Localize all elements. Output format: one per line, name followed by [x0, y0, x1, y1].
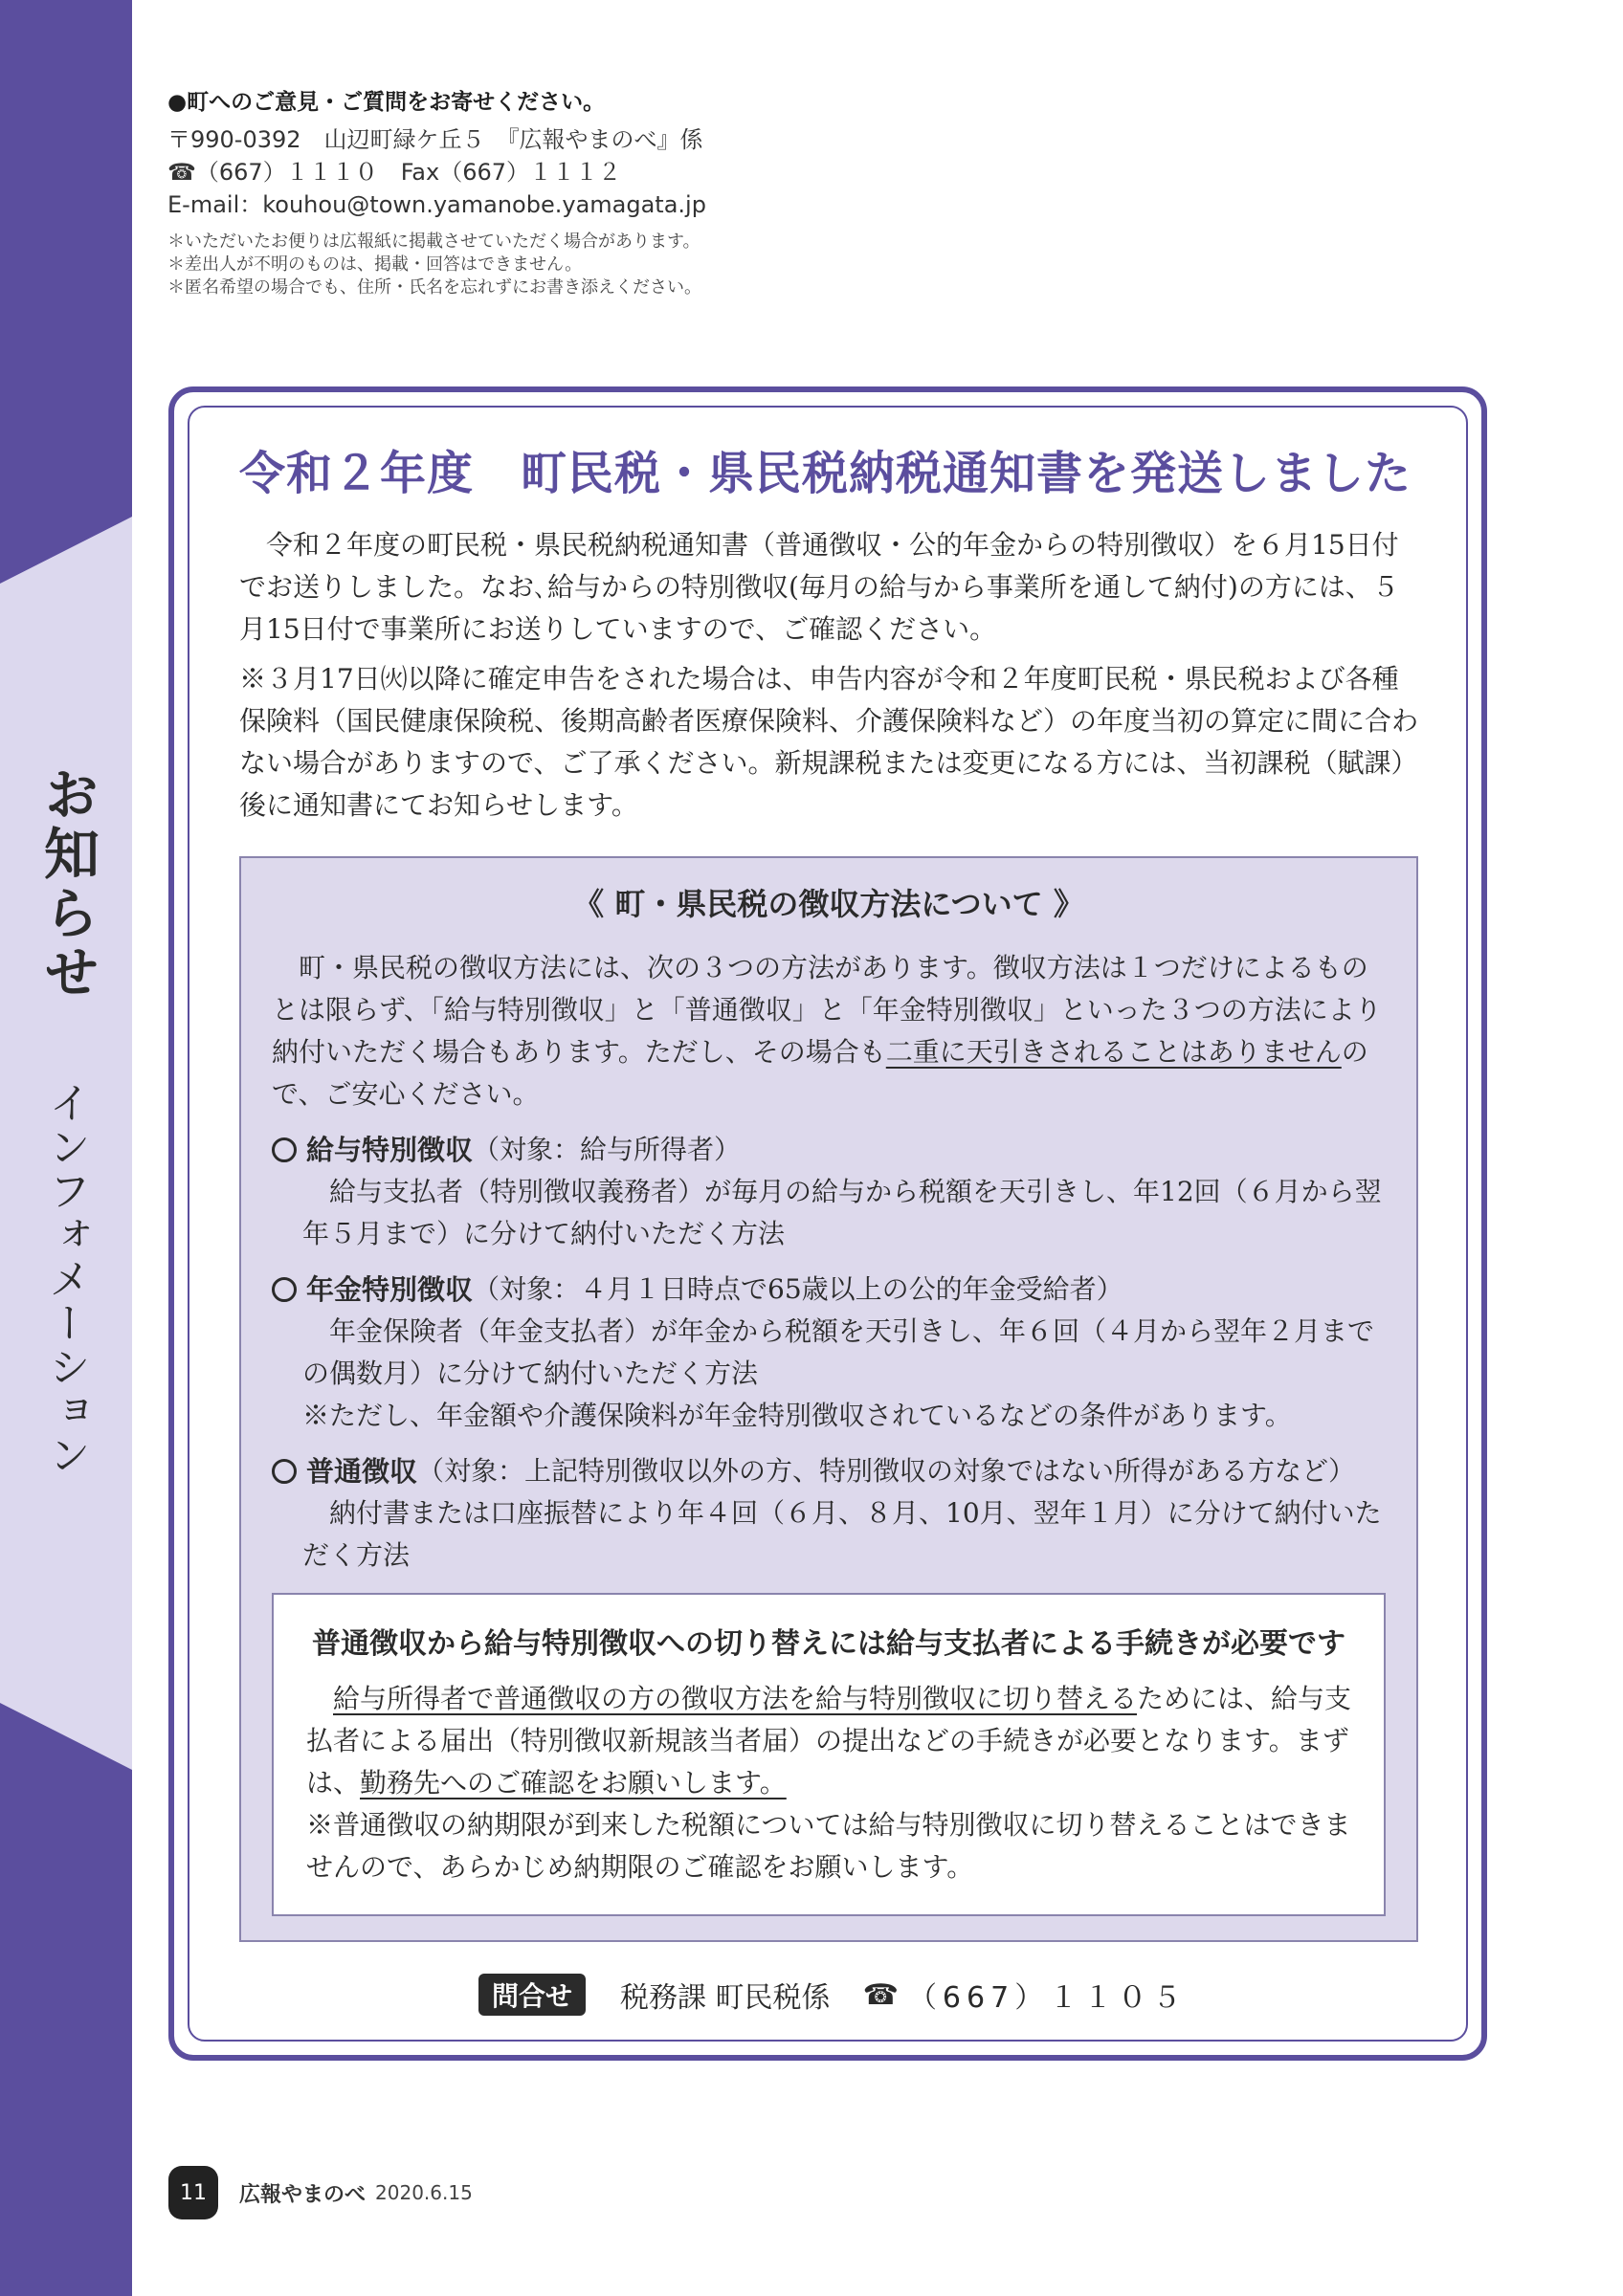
methods-intro-tail: ので、ご安心ください。 — [272, 1036, 1368, 1110]
publication-name: 広報やまのべ — [239, 2182, 367, 2207]
methods-body — [272, 947, 1391, 1577]
method-description: 納付書または口座振替により年４回（６月、８月、10月、翌年１月）に分けて納付いただく方法 — [302, 1497, 1382, 1571]
contact-note: ＊いただいたお便りは広報紙に掲載させていただく場合があります。 — [167, 232, 700, 252]
circle-icon — [272, 1137, 297, 1162]
inquiry-department: 税務課 町民税係 — [620, 1981, 831, 2015]
method-name: 給与特別徴収 — [306, 1134, 474, 1166]
notice-emphasis: 勤務先へのご確認をお願いします。 — [360, 1767, 787, 1799]
method-target: （対象：４月１日時点で65歳以上の公的年金受給者） — [473, 1273, 1123, 1305]
method-item — [272, 1269, 1391, 1437]
method-item — [272, 1129, 1391, 1255]
page-number: 11 — [168, 2166, 218, 2219]
method-description: 給与支払者（特別徴収義務者）が毎月の給与から税額を天引きし、年12回（６月から翌年５月まで）に分けて納付いただく方法 — [302, 1176, 1382, 1249]
notice-paragraph: ※普通徴収の納期限が到来した税額については給与特別徴収に切り替えることはできませんので、あらかじめ納期限のご確認をお願いします。 — [306, 1809, 1351, 1883]
inquiry-phone: （667）１１０５ — [907, 1981, 1188, 2015]
method-description: 年金保険者（年金支払者）が年金から税額を天引きし、年６回（４月から翌年２月までの偶数月）に分けて納付いただく方法 — [302, 1315, 1375, 1389]
notice-emphasis: 給与所得者で普通徴収の方の徴収方法を給与特別徴収に切り替える — [333, 1683, 1138, 1714]
inquiry-row — [478, 1974, 1244, 2016]
method-target: （対象：上記特別徴収以外の方、特別徴収の対象ではない所得がある方など） — [417, 1455, 1356, 1487]
circle-icon — [272, 1459, 297, 1484]
contact-address: 〒990-0392 山辺町緑ケ丘５ 『広報やまのべ』係 — [167, 126, 703, 153]
contact-heading: ●町へのご意見・ご質問をお寄せください。 — [167, 90, 606, 115]
contact-email: E-mail：kouhou@town.yamanobe.yamagata.jp — [167, 191, 706, 218]
article-body — [239, 524, 1418, 834]
methods-intro-text: 町・県民税の徴収方法には、次の３つの方法があります。徴収方法は１つだけによるものとは限らず、「給与特別徴収」と「普通徴収」と「年金特別徴収」といった３つの方法により納付いただく場合もあります。ただし、その場合も — [272, 952, 1382, 1068]
methods-intro-emphasis: 二重に天引きされることはありません — [885, 1036, 1342, 1068]
notice-paragraph — [306, 1678, 1359, 1804]
contact-block — [167, 84, 1029, 299]
contact-phone-fax: ☎（667）１１１０ Fax（667）１１１２ — [167, 159, 622, 186]
contact-notes — [167, 231, 1029, 299]
sidebar-title: お知らせ — [34, 765, 100, 1003]
footer — [168, 2166, 473, 2219]
article-paragraph: ※３月17日㈫以降に確定申告をされた場合は、申告内容が令和２年度町民税・県民税および各種保険料（国民健康保険税、後期高齢者医療保険料、介護保険料など）の年度当初の算定に間に合わない場合がありますので、ご了承ください。新規課税または変更になる方には、当初課税（賦課）後に通知書にてお知らせします。 — [239, 663, 1419, 821]
method-item — [272, 1450, 1391, 1577]
inquiry-badge: 問合せ — [478, 1974, 586, 2016]
sidebar — [0, 0, 132, 2296]
publication-date: 2020.6.15 — [375, 2181, 473, 2204]
notice-title: 普通徴収から給与特別徴収への切り替えには給与支払者による手続きが必要です — [312, 1627, 1345, 1661]
method-name: 普通徴収 — [306, 1455, 418, 1488]
methods-title: 《 町・県民税の徴収方法について 》 — [573, 886, 1084, 922]
notice-text: ためには、給与支払者による届出（特別徴収新規該当者届）の提出などの手続きが必要となります。まずは、 — [306, 1683, 1352, 1799]
phone-icon: ☎ — [862, 1977, 899, 2012]
method-target: （対象：給与所得者） — [473, 1134, 742, 1165]
sidebar-subtitle: インフォメーション — [41, 1081, 90, 1477]
methods-intro — [272, 947, 1391, 1115]
article-title: 令和２年度 町民税・県民税納税通知書を発送しました — [239, 447, 1412, 500]
notice-body — [306, 1678, 1359, 1888]
contact-note: ＊匿名希望の場合でも、住所・氏名を忘れずにお書き添えください。 — [167, 277, 701, 298]
method-name: 年金特別徴収 — [306, 1273, 474, 1306]
method-note: ※ただし、年金額や介護保険料が年金特別徴収されているなどの条件があります。 — [302, 1400, 1292, 1431]
contact-note: ＊差出人が不明のものは、掲載・回答はできません。 — [167, 254, 583, 275]
circle-icon — [272, 1277, 297, 1302]
article-paragraph: 令和２年度の町民税・県民税納税通知書（普通徴収・公的年金からの特別徴収）を６月15日付でお送りしました。なお､給与からの特別徴収(毎月の給与から事業所を通して納付)の方には、５月15日付で事業所にお送りしていますので、ご確認ください。 — [239, 529, 1399, 645]
